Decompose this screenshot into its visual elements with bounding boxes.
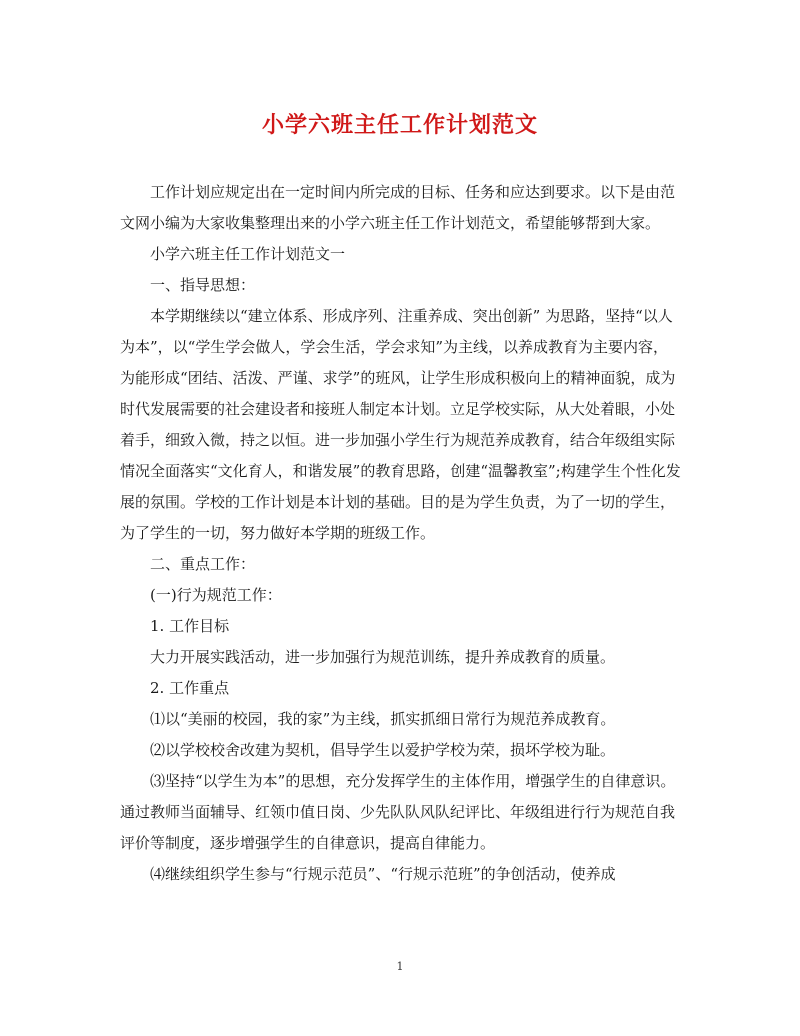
item-goal-title: 1. 工作目标 [150,617,230,635]
document-title: 小学六班主任工作计划范文 [261,112,538,138]
heading-guiding-thought: 一、指导思想： [150,276,256,294]
guiding-thought-paragraph: 本学期继续以“建立体系、形成序列、注重养成、突出创新” 为思路，坚持“以人为本”，以“学生学会做人，学会生活，学会求知”为主线，以养成教育为主要内容，为能形成“团结、活泼、严谨、求学”的班风，让学生形成积极向上的精神面貌，成为时代发展需要的社会建设者和接班人制定本计划。立足学校实际，从大处着眼，小处着手，细致入微，持之以恒。进一步加强小学生行为规范养成教育，结合年级组实际情况全面落实“文化育人，和谐发展”的教育思路，创建“温馨教室”;构建学生个性化发展的氛围。学校的工作计划是本计划的基础。目的是为学生负责，为了一切的学生，为了学生的一切，努力做好本学期的班级工作。 [120,307,681,542]
focus-point-4: ⑷继续组织学生参与“行规示范员”、“行规示范班”的争创活动，使养成 [150,865,616,883]
page-number: 1 [396,960,404,973]
focus-point-2: ⑵以学校校舍改建为契机，倡导学生以爱护学校为荣，损坏学校为耻。 [150,741,616,759]
item-focus-title: 2. 工作重点 [150,679,230,697]
heading-key-work: 二、重点工作： [150,555,256,573]
intro-paragraph: 工作计划应规定出在一定时间内所完成的目标、任务和应达到要求。以下是由范文网小编为大家收集整理出来的小学六班主任工作计划范文，希望能够帮到大家。 [120,183,676,232]
section-title: 小学六班主任工作计划范文一 [150,245,346,263]
item-goal-text: 大力开展实践活动，进一步加强行为规范训练，提升养成教育的质量。 [150,648,616,666]
document-body [120,177,682,890]
focus-point-1: ⑴以“美丽的校园，我的家”为主线，抓实抓细日常行为规范养成教育。 [150,710,616,728]
focus-point-3: ⑶坚持“以学生为本”的思想，充分发挥学生的主体作用，增强学生的自律意识。通过教师当面辅导、红领巾值日岗、少先队队风队纪评比、年级组进行行为规范自我评价等制度，逐步增强学生的自律意识，提高自律能力。 [120,772,676,852]
subheading-behavior: (一)行为规范工作： [150,586,282,604]
